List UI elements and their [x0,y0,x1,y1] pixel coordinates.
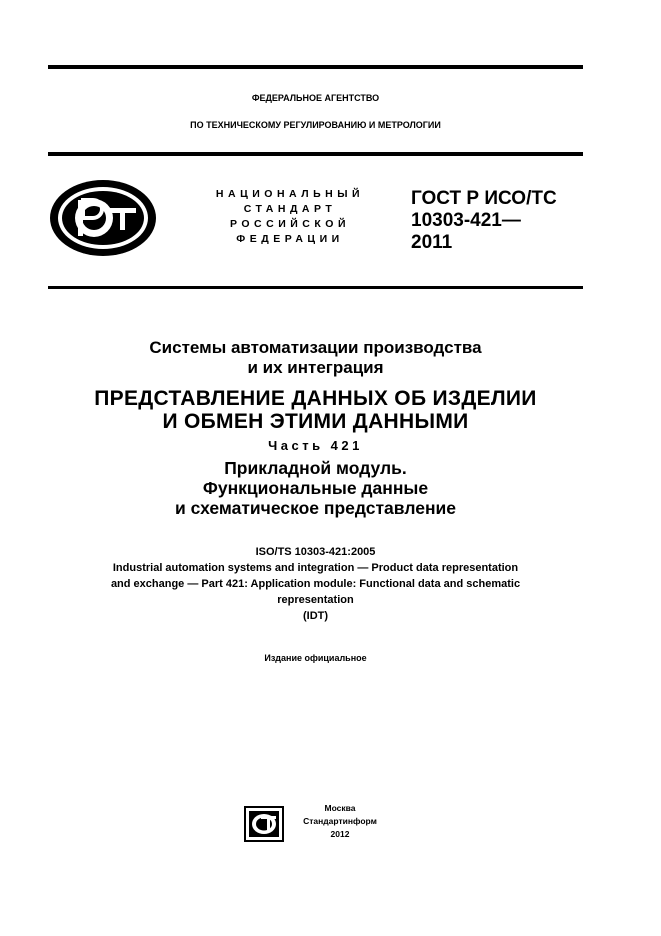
header-rule [48,152,583,156]
subtitle-line-1: Прикладной модуль. [224,458,407,478]
iso-line-2: Industrial automation systems and integration — Product data representation [112,562,519,574]
natstd-line: НАЦИОНАЛЬНЫЙ [215,188,365,200]
iso-line-5: (IDT) [302,610,329,622]
designation-rule [48,286,583,289]
iso-reference [48,544,583,624]
natstd-line: СТАНДАРТ [243,203,337,215]
rst-logo-icon [48,178,158,258]
top-rule [48,65,583,69]
designation-line-3: 2011 [411,232,453,253]
edition-label: Издание официальное [264,653,367,663]
agency-line-1: ФЕДЕРАЛЬНОЕ АГЕНТСТВО [251,93,380,103]
subtitle-line-3: и схематическое представление [174,498,457,518]
iso-line-3: and exchange — Part 421: Application module: Functional data and schematic [110,578,521,590]
title-line-2: и их интеграция [247,358,384,377]
subtitle-line-2: Функциональные данные [202,478,429,498]
national-standard-label [200,187,380,247]
agency-line-2: ПО ТЕХНИЧЕСКОМУ РЕГУЛИРОВАНИЮ И МЕТРОЛОГИИ [190,120,441,130]
publisher-block [244,800,414,850]
part-label: Часть 421 [268,438,363,453]
publisher-city: Москва [324,803,356,813]
iso-line-1: ISO/TS 10303-421:2005 [255,546,376,558]
title-series [48,338,583,378]
title-subtitle [48,458,583,518]
title-main [48,387,583,433]
iso-line-4: representation [277,594,354,606]
title-line-1: Системы автоматизации производства [149,338,482,357]
title-main-line-2: И ОБМЕН ЭТИМИ ДАННЫМИ [162,410,469,433]
publisher-text [290,802,390,841]
designation-line-1: ГОСТ Р ИСО/ТС [411,188,557,209]
natstd-line: РОССИЙСКОЙ [230,218,350,230]
standartinform-logo-icon [244,806,284,842]
natstd-line: ФЕДЕРАЦИИ [236,233,344,245]
designation-line-2: 10303-421— [411,210,521,231]
standard-designation [411,188,557,254]
publisher-year: 2012 [330,829,350,839]
title-main-line-1: ПРЕДСТАВЛЕНИЕ ДАННЫХ ОБ ИЗДЕЛИИ [94,387,537,410]
publisher-name: Стандартинформ [303,816,377,826]
